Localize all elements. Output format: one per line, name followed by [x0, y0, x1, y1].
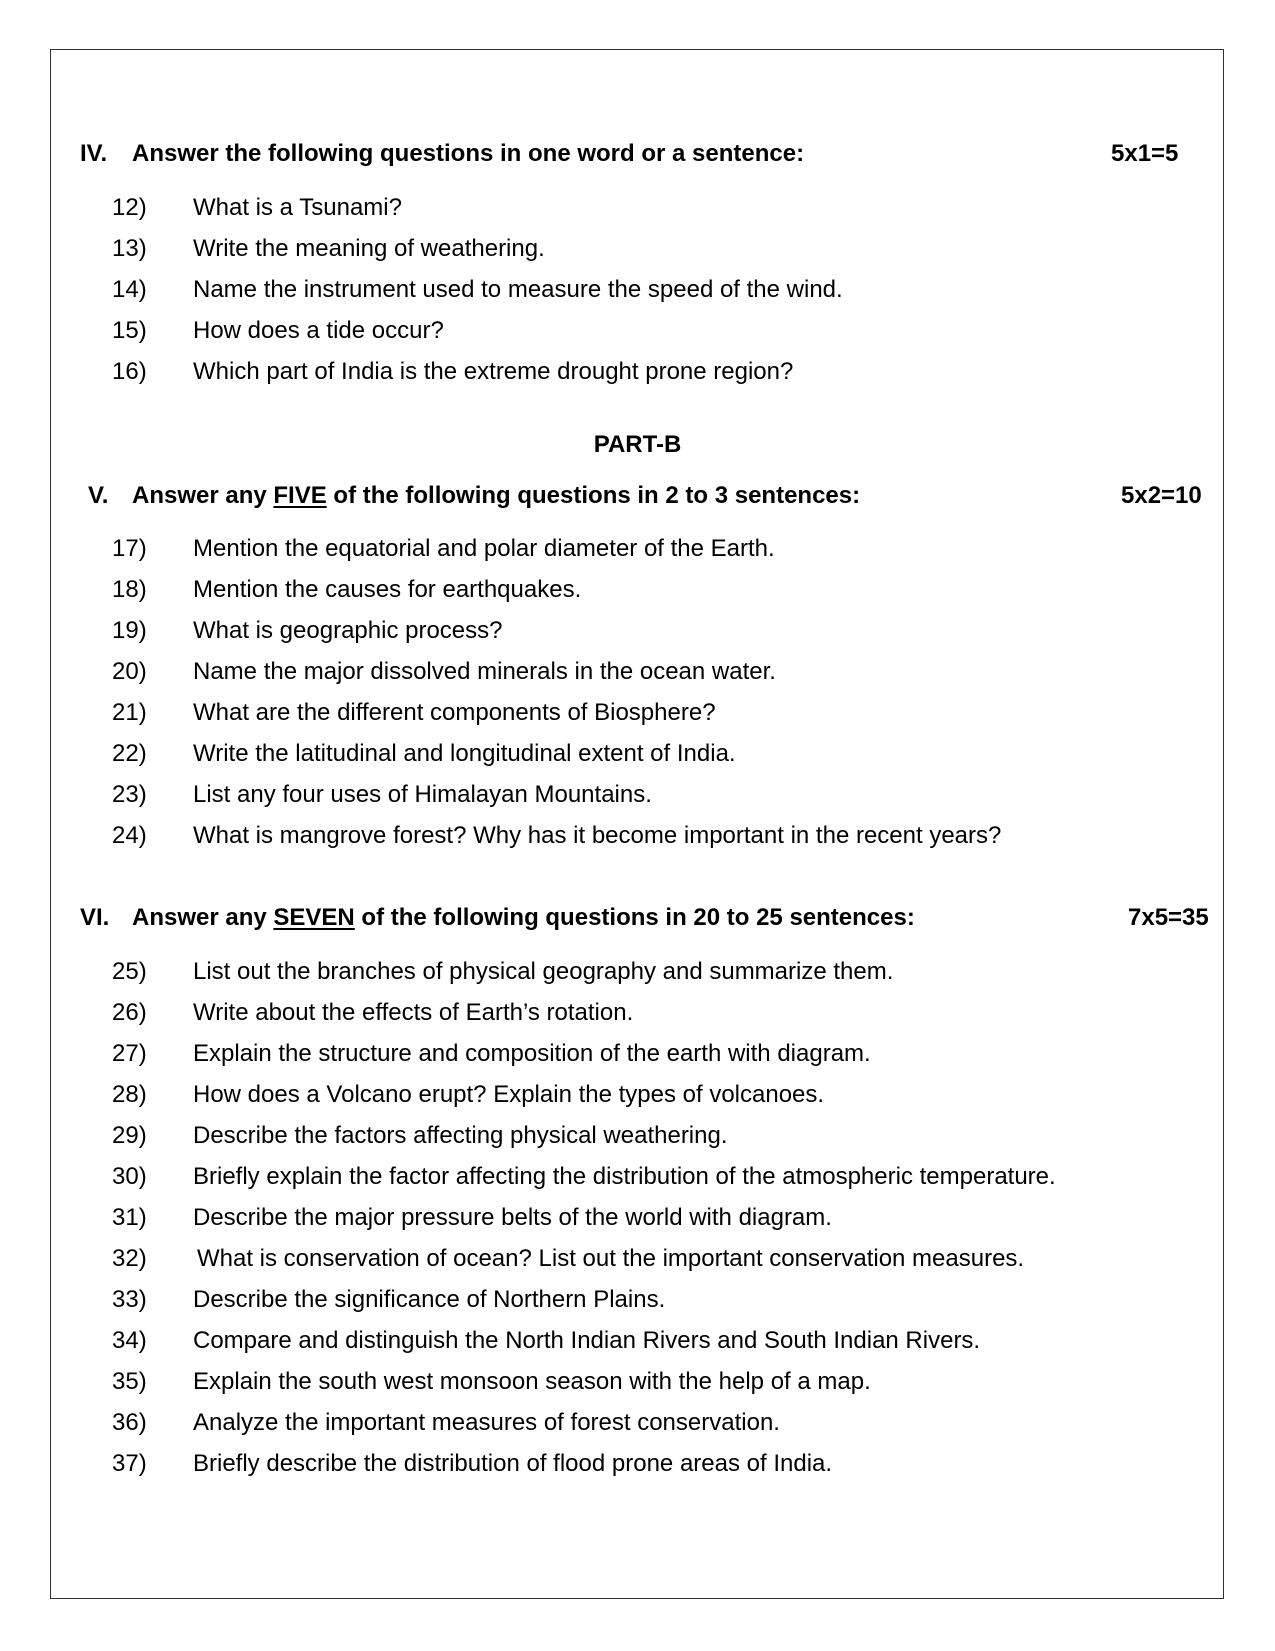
- question-number: 20): [112, 658, 147, 685]
- question-text: Which part of India is the extreme drought prone region?: [193, 358, 794, 385]
- question-text: Name the major dissolved minerals in the ocean water.: [193, 658, 776, 685]
- section-numeral: IV.: [80, 140, 108, 167]
- question-text: Describe the factors affecting physical weathering.: [193, 1122, 728, 1149]
- question-text: Write about the effects of Earth’s rotation.: [193, 999, 634, 1026]
- question-number: 25): [112, 958, 147, 985]
- section-numeral: VI.: [80, 904, 110, 931]
- instruction-emphasis: SEVEN: [273, 904, 355, 931]
- question-text: What is mangrove forest? Why has it become important in the recent years?: [193, 822, 1002, 849]
- question-number: 32): [112, 1245, 147, 1272]
- question-number: 33): [112, 1286, 147, 1313]
- question-number: 28): [112, 1081, 147, 1108]
- question-number: 26): [112, 999, 147, 1026]
- question-number: 13): [112, 235, 147, 262]
- question-text: Compare and distinguish the North Indian Rivers and South Indian Rivers.: [193, 1327, 981, 1354]
- section-vi-marks: 7x5=35: [1128, 904, 1209, 931]
- question-text: List any four uses of Himalayan Mountains.: [193, 781, 652, 808]
- question-text: How does a Volcano erupt? Explain the types of volcanoes.: [193, 1081, 825, 1108]
- question-text: Write the latitudinal and longitudinal extent of India.: [193, 740, 736, 767]
- section-v-marks: 5x2=10: [1121, 482, 1202, 509]
- question-number: 37): [112, 1450, 147, 1477]
- section-vi-heading: [80, 904, 915, 931]
- question-text: Name the instrument used to measure the speed of the wind.: [193, 276, 843, 303]
- question-text: What is conservation of ocean? List out the important conservation measures.: [197, 1245, 1025, 1272]
- question-text: Write the meaning of weathering.: [193, 235, 545, 262]
- question-number: 21): [112, 699, 147, 726]
- question-number: 12): [112, 194, 147, 221]
- question-number: 30): [112, 1163, 147, 1190]
- instruction-text: Answer any: [132, 482, 274, 509]
- question-number: 36): [112, 1409, 147, 1436]
- question-number: 17): [112, 535, 147, 562]
- question-text: List out the branches of physical geography and summarize them.: [193, 958, 894, 985]
- question-number: 16): [112, 358, 147, 385]
- question-number: 22): [112, 740, 147, 767]
- instruction-text: Answer any: [132, 904, 274, 931]
- part-b-title: PART-B: [593, 431, 682, 458]
- section-instruction: [132, 484, 860, 508]
- question-text: What is geographic process?: [193, 617, 503, 644]
- section-numeral: V.: [88, 482, 109, 509]
- question-number: 14): [112, 276, 147, 303]
- question-number: 29): [112, 1122, 147, 1149]
- question-number: 35): [112, 1368, 147, 1395]
- question-text: Describe the major pressure belts of the world with diagram.: [193, 1204, 832, 1231]
- question-number: 27): [112, 1040, 147, 1067]
- question-text: Explain the structure and composition of the earth with diagram.: [193, 1040, 871, 1067]
- question-number: 15): [112, 317, 147, 344]
- instruction-text: of the following questions in 20 to 25 sentences:: [354, 904, 915, 931]
- question-number: 24): [112, 822, 147, 849]
- question-number: 34): [112, 1327, 147, 1354]
- question-number: 19): [112, 617, 147, 644]
- question-text: Mention the causes for earthquakes.: [193, 576, 582, 603]
- question-text: Explain the south west monsoon season with the help of a map.: [193, 1368, 871, 1395]
- instruction-text: of the following questions in 2 to 3 sentences:: [326, 482, 861, 509]
- question-text: What is a Tsunami?: [193, 194, 402, 221]
- question-number: 18): [112, 576, 147, 603]
- section-instruction: [132, 142, 804, 166]
- question-text: Analyze the important measures of forest conservation.: [193, 1409, 780, 1436]
- instruction-emphasis: FIVE: [273, 482, 327, 509]
- question-number: 31): [112, 1204, 147, 1231]
- question-text: Mention the equatorial and polar diameter of the Earth.: [193, 535, 775, 562]
- question-text: How does a tide occur?: [193, 317, 444, 344]
- question-text: Briefly explain the factor affecting the distribution of the atmospheric temperature.: [193, 1163, 1056, 1190]
- section-instruction: [132, 906, 915, 930]
- instruction-text: Answer the following questions in one word or a sentence:: [132, 140, 805, 167]
- section-v-heading: [88, 482, 861, 509]
- section-iv-heading: [80, 140, 805, 167]
- question-text: What are the different components of Biosphere?: [193, 699, 716, 726]
- question-text: Briefly describe the distribution of flood prone areas of India.: [193, 1450, 833, 1477]
- question-number: 23): [112, 781, 147, 808]
- section-iv-marks: 5x1=5: [1111, 140, 1179, 167]
- question-text: Describe the significance of Northern Plains.: [193, 1286, 666, 1313]
